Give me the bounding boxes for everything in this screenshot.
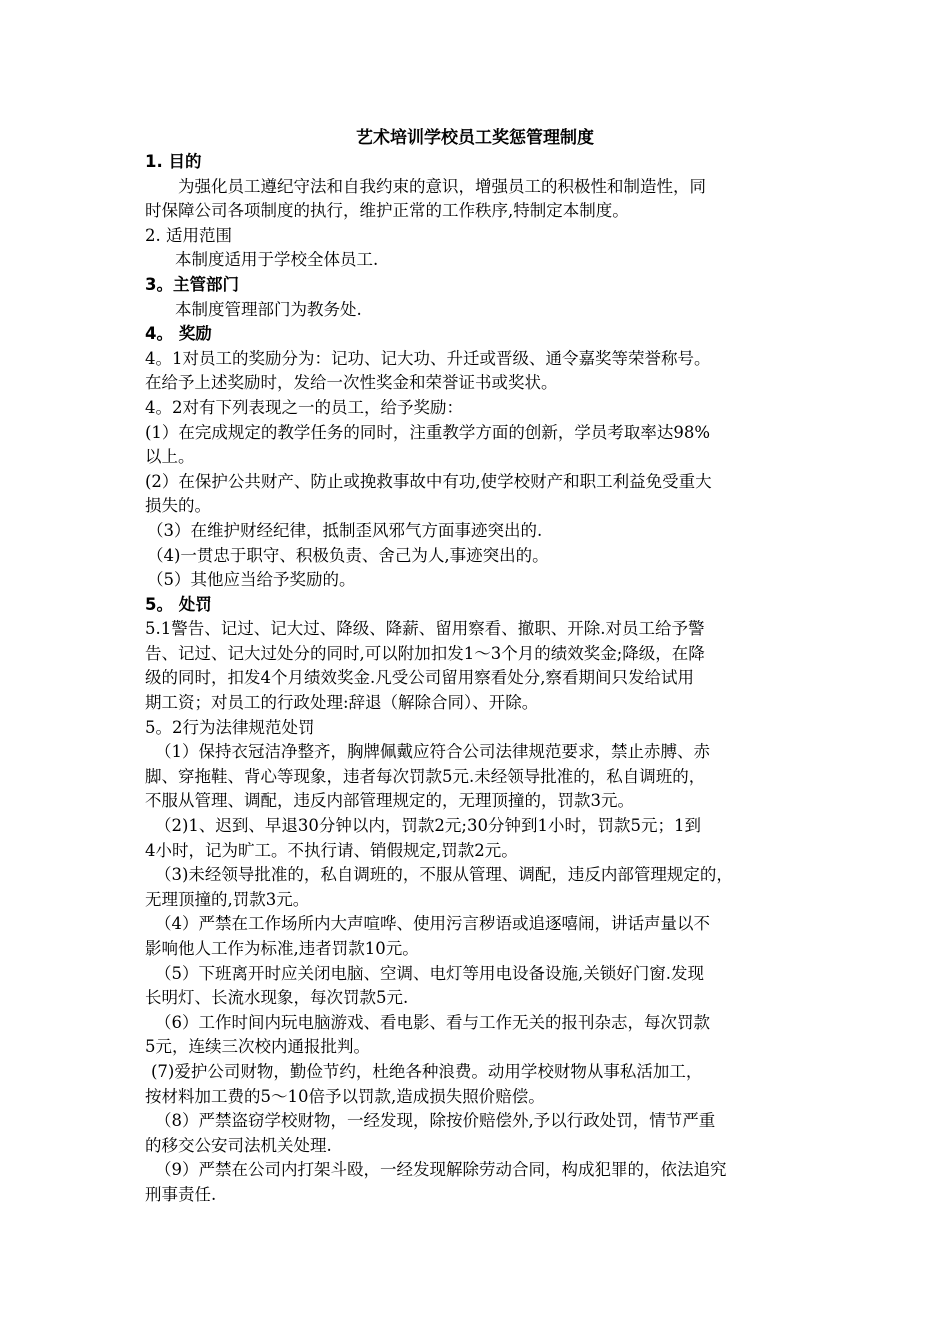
paragraph-line: （4)一贯忠于职守、积极负责、舍己为人,事迹突出的。 (147, 545, 549, 565)
paragraph-line: 影响他人工作为标准,违者罚款10元。 (145, 939, 419, 958)
paragraph-line: 4。2对有下列表现之一的员工，给予奖励： (145, 397, 463, 417)
paragraph-line: 5元，连续三次校内通报批判。 (145, 1037, 370, 1057)
paragraph-line: 刑事责任. (145, 1184, 217, 1204)
section-heading: 3。主管部门 (145, 274, 239, 294)
paragraph-line: 损失的。 (145, 496, 211, 516)
paragraph-line: 本制度管理部门为教务处. (175, 299, 362, 319)
paragraph-line: 期工资；对员工的行政处理:辞退（解除合同）、开除。 (145, 693, 539, 713)
section-heading: 1. 目的 (145, 152, 202, 171)
document-title: 艺术培训学校员工奖惩管理制度 (356, 128, 594, 148)
paragraph-line: 按材料加工费的5～10倍予以罚款,造成损失照价赔偿。 (145, 1086, 545, 1106)
paragraph-line: (2）在保护公共财产、防止或挽救事故中有功,使学校财产和职工利益免受重大 (145, 471, 712, 491)
paragraph-line: （5）下班离开时应关闭电脑、空调、电灯等用电设备设施,关锁好门窗.发现 (155, 963, 704, 983)
paragraph-line: 脚、穿拖鞋、背心等现象，违者每次罚款5元.未经领导批准的，私自调班的， (145, 766, 706, 786)
paragraph-line: （4）严禁在工作场所内大声喧哗、使用污言秽语或追逐嘻闹，讲话声量以不 (155, 914, 710, 934)
paragraph-line: （6）工作时间内玩电脑游戏、看电影、看与工作无关的报刊杂志，每次罚款 (155, 1012, 710, 1032)
paragraph-line: 2. 适用范围 (145, 225, 232, 245)
paragraph-line: 4小时，记为旷工。不执行请、销假规定,罚款2元。 (145, 840, 518, 860)
paragraph-line: 长明灯、长流水现象，每次罚款5元. (145, 988, 409, 1008)
section-heading: 5。 处罚 (145, 594, 212, 614)
section-heading: 4。 奖励 (145, 324, 212, 344)
paragraph-line: （2)1、迟到、早退30分钟以内，罚款2元;30分钟到1小时，罚款5元；1到 (155, 816, 701, 836)
paragraph-line: 在给予上述奖励时，发给一次性奖金和荣誉证书或奖状。 (145, 373, 558, 393)
paragraph-line: 本制度适用于学校全体员工. (175, 250, 379, 270)
paragraph-line: （3）在维护财经纪律，抵制歪风邪气方面事迹突出的. (147, 520, 543, 540)
paragraph-line: 为强化员工遵纪守法和自我约束的意识，增强员工的积极性和制造性，同 (178, 176, 706, 196)
paragraph-line: (1）在完成规定的教学任务的同时，注重教学方面的创新，学员考取率达98% (145, 422, 711, 442)
document-body (145, 150, 825, 1208)
paragraph-line: （5）其他应当给予奖励的。 (147, 570, 356, 590)
paragraph-line: 不服从管理、调配，违反内部管理规定的，无理顶撞的，罚款3元。 (145, 791, 634, 811)
paragraph-line: 的移交公安司法机关处理. (145, 1135, 332, 1155)
paragraph-line: （1）保持衣冠洁净整齐，胸牌佩戴应符合公司法律规范要求，禁止赤膊、赤 (155, 742, 710, 762)
paragraph-line: (7)爱护公司财物，勤俭节约，杜绝各种浪费。动用学校财物从事私活加工， (151, 1061, 703, 1081)
paragraph-line: （3)未经领导批准的，私自调班的，不服从管理、调配，违反内部管理规定的， (155, 865, 733, 885)
paragraph-line: 时保障公司各项制度的执行，维护正常的工作秩序,特制定本制度。 (145, 201, 629, 221)
paragraph-line: （8）严禁盗窃学校财物，一经发现，除按价赔偿外,予以行政处罚，情节严重 (155, 1111, 716, 1131)
paragraph-line: 告、记过、记大过处分的同时,可以附加扣发1～3个月的绩效奖金;降级，在降 (145, 643, 705, 663)
paragraph-line: 以上。 (145, 447, 195, 467)
paragraph-line: 级的同时，扣发4个月绩效奖金.凡受公司留用察看处分,察看期间只发给试用 (145, 668, 694, 688)
paragraph-line: 无理顶撞的,罚款3元。 (145, 889, 310, 909)
paragraph-line: 4。1对员工的奖励分为：记功、记大功、升迁或晋级、通令嘉奖等荣誉称号。 (145, 348, 711, 368)
paragraph-line: 5.1警告、记过、记大过、降级、降薪、留用察看、撤职、开除.对员工给予警 (145, 619, 705, 639)
paragraph-line: （9）严禁在公司内打架斗殴，一经发现解除劳动合同，构成犯罪的，依法追究 (155, 1160, 727, 1180)
paragraph-line: 5。2行为法律规范处罚 (145, 717, 315, 737)
